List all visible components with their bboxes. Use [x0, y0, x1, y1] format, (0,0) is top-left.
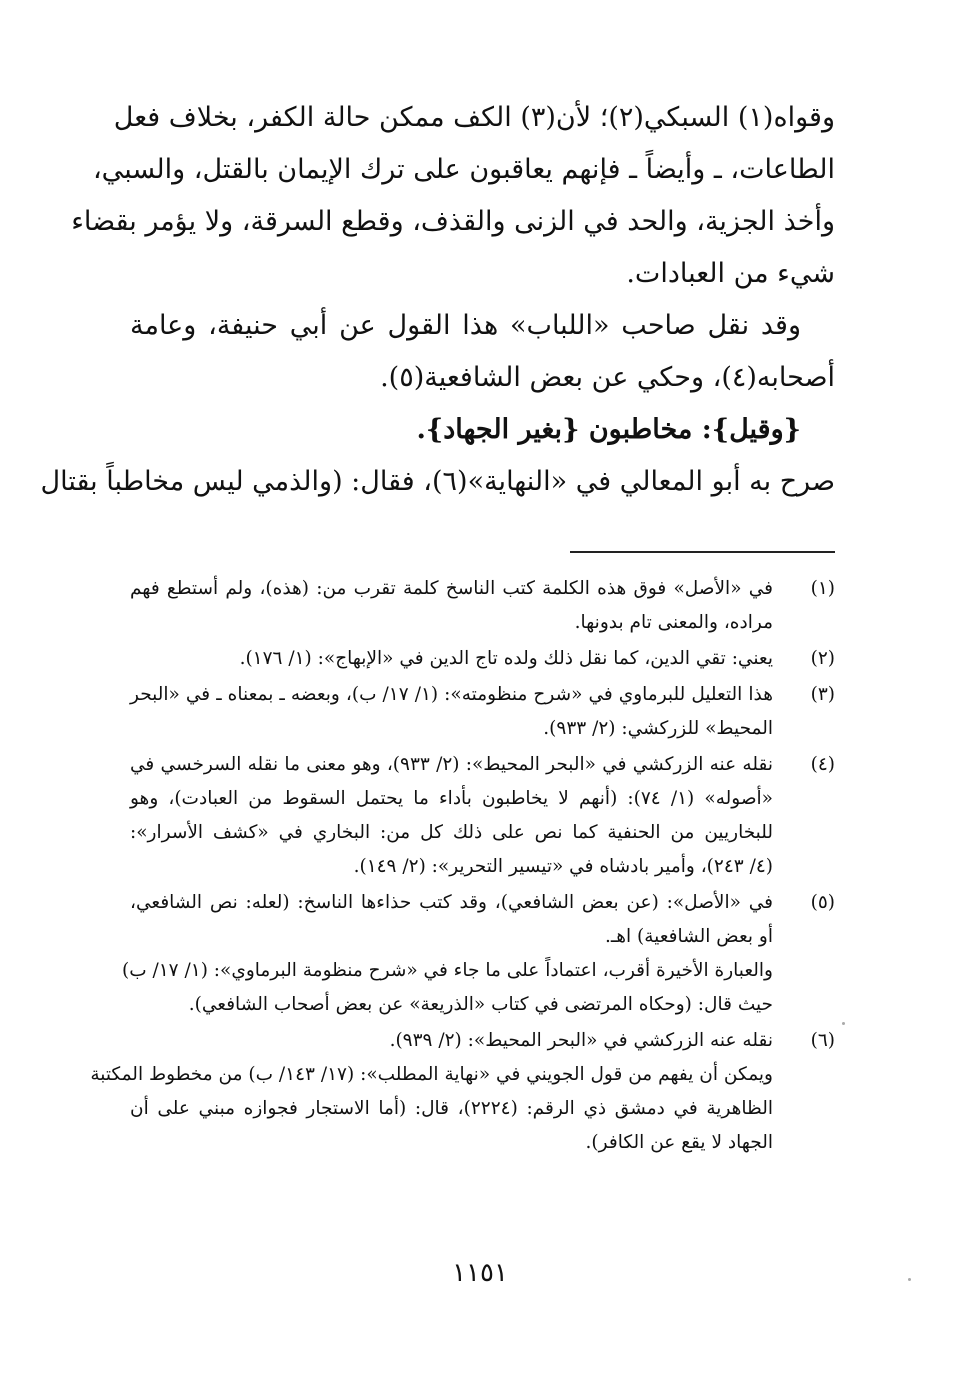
- footnote-line: هذا التعليل للبرماوي في «شرح منظومته»: (١/ ١٧/ ب)، وبعضه ـ بمعناه ـ في «البحر: [130, 684, 773, 705]
- body-line: وأخذ الجزية، والحد في الزنى والقذف، وقطع السرقة، ولا يؤمر بقضاء: [71, 206, 835, 237]
- page-number: ١١٥١: [452, 1258, 508, 1288]
- footnote-line: المحيط» للزركشي: (٢/ ٩٣٣).: [543, 718, 773, 739]
- body-line: صرح به أبو المعالي في «النهاية»(٦)، فقال: (والذمي ليس مخاطباً بقتال: [40, 466, 835, 497]
- body-line: وقد نقل صاحب «اللباب» هذا القول عن أبي حنيفة، وعامة: [130, 310, 801, 341]
- footnote-line: «أصوله» (١/ ٧٤): (أنهم لا يخاطبون بأداء ما يحتمل السقوط من العبادت)، وهو: [130, 788, 773, 809]
- body-line: وقواه(١) السبكي(٢)؛ لأن(٣) الكف ممكن حالة الكفر، بخلاف فعل: [113, 102, 835, 133]
- scan-speck: [908, 1278, 911, 1281]
- footnote: [130, 748, 835, 884]
- footnote-number: (٤): [810, 754, 835, 775]
- footnote-line: الجهاد لا يقع عن الكافر).: [585, 1132, 773, 1153]
- footnote-continuation: [122, 954, 835, 1022]
- footnote-continuation: [90, 1058, 835, 1160]
- footnote: [130, 572, 835, 640]
- footnote: [130, 642, 835, 676]
- footnote-line: نقله عنه الزركشي في «البحر المحيط»: (٢/ ٩٣٣)، وهو معنى ما نقله السرخسي في: [130, 754, 773, 775]
- footnote-line: يعني: تقي الدين، كما نقل ذلك ولده تاج الدين في «الإبهاج»: (١/ ١٧٦).: [239, 648, 773, 669]
- footnotes: [90, 572, 835, 1160]
- footnote-line: والعبارة الأخيرة أقرب، اعتماداً على ما جاء في «شرح منظومة البرماوي»: (١/ ١٧/ ب): [122, 960, 773, 981]
- footnote-separator: [570, 551, 835, 553]
- footnote-line: للبخاريين من الحنفية كما نص على ذلك كل من: البخاري في «كشف الأسرار»:: [130, 822, 773, 843]
- footnote: [130, 886, 835, 954]
- footnote-number: (٢): [810, 648, 835, 669]
- body-line: أصحابه(٤)، وحكي عن بعض الشافعية(٥).: [380, 362, 835, 393]
- footnote-number: (٣): [810, 684, 835, 705]
- body-line: شيء من العبادات.: [626, 258, 835, 289]
- footnote-line: في «الأصل»: (عن بعض الشافعي)، وقد كتب حذاءها الناسخ: (لعله: نص الشافعي،: [130, 892, 773, 913]
- footnote-line: الظاهرية في دمشق ذي الرقم: (٢٢٢٤)، قال: (أما الاستجار فجوازه مبني على أن: [130, 1098, 773, 1119]
- footnote-line: (٤/ ٢٤٣)، وأمير بادشاه في «تيسير التحرير»: (٢/ ١٤٩).: [353, 856, 773, 877]
- footnote-line: في «الأصل» فوق هذه الكلمة كتب الناسخ كلمة تقرب من: (هذه)، ولم أستطع فهم: [130, 578, 773, 599]
- main-text: [40, 92, 835, 508]
- footnote-number: (١): [810, 578, 835, 599]
- footnote-number: (٥): [810, 892, 835, 913]
- scan-speck: [842, 1022, 845, 1025]
- footnote-line: حيث قال: (وحكاه المرتضى في كتاب «الذريعة» عن بعض أصحاب الشافعي).: [188, 994, 773, 1015]
- footnote: [130, 678, 835, 746]
- footnote: [130, 1024, 835, 1058]
- footnote-line: نقله عنه الزركشي في «البحر المحيط»: (٢/ ٩٣٩).: [389, 1030, 773, 1051]
- footnote-line: أو بعض الشافعية) اهـ.: [604, 926, 773, 947]
- body-line: الطاعات، ـ وأيضاً ـ فإنهم يعاقبون على ترك الإيمان بالقتل، والسبي،: [92, 154, 835, 185]
- footnote-line: مراده، والمعنى تام بدونها.: [574, 612, 773, 633]
- footnote-line: ويمكن أن يفهم من قول الجويني في «نهاية المطلب»: (١٧/ ١٤٣/ ب) من مخطوط المكتبة: [90, 1064, 773, 1085]
- body-line-heading: {وقيل}: مخاطبون {بغير الجهاد}.: [416, 414, 801, 445]
- footnote-number: (٦): [810, 1030, 835, 1051]
